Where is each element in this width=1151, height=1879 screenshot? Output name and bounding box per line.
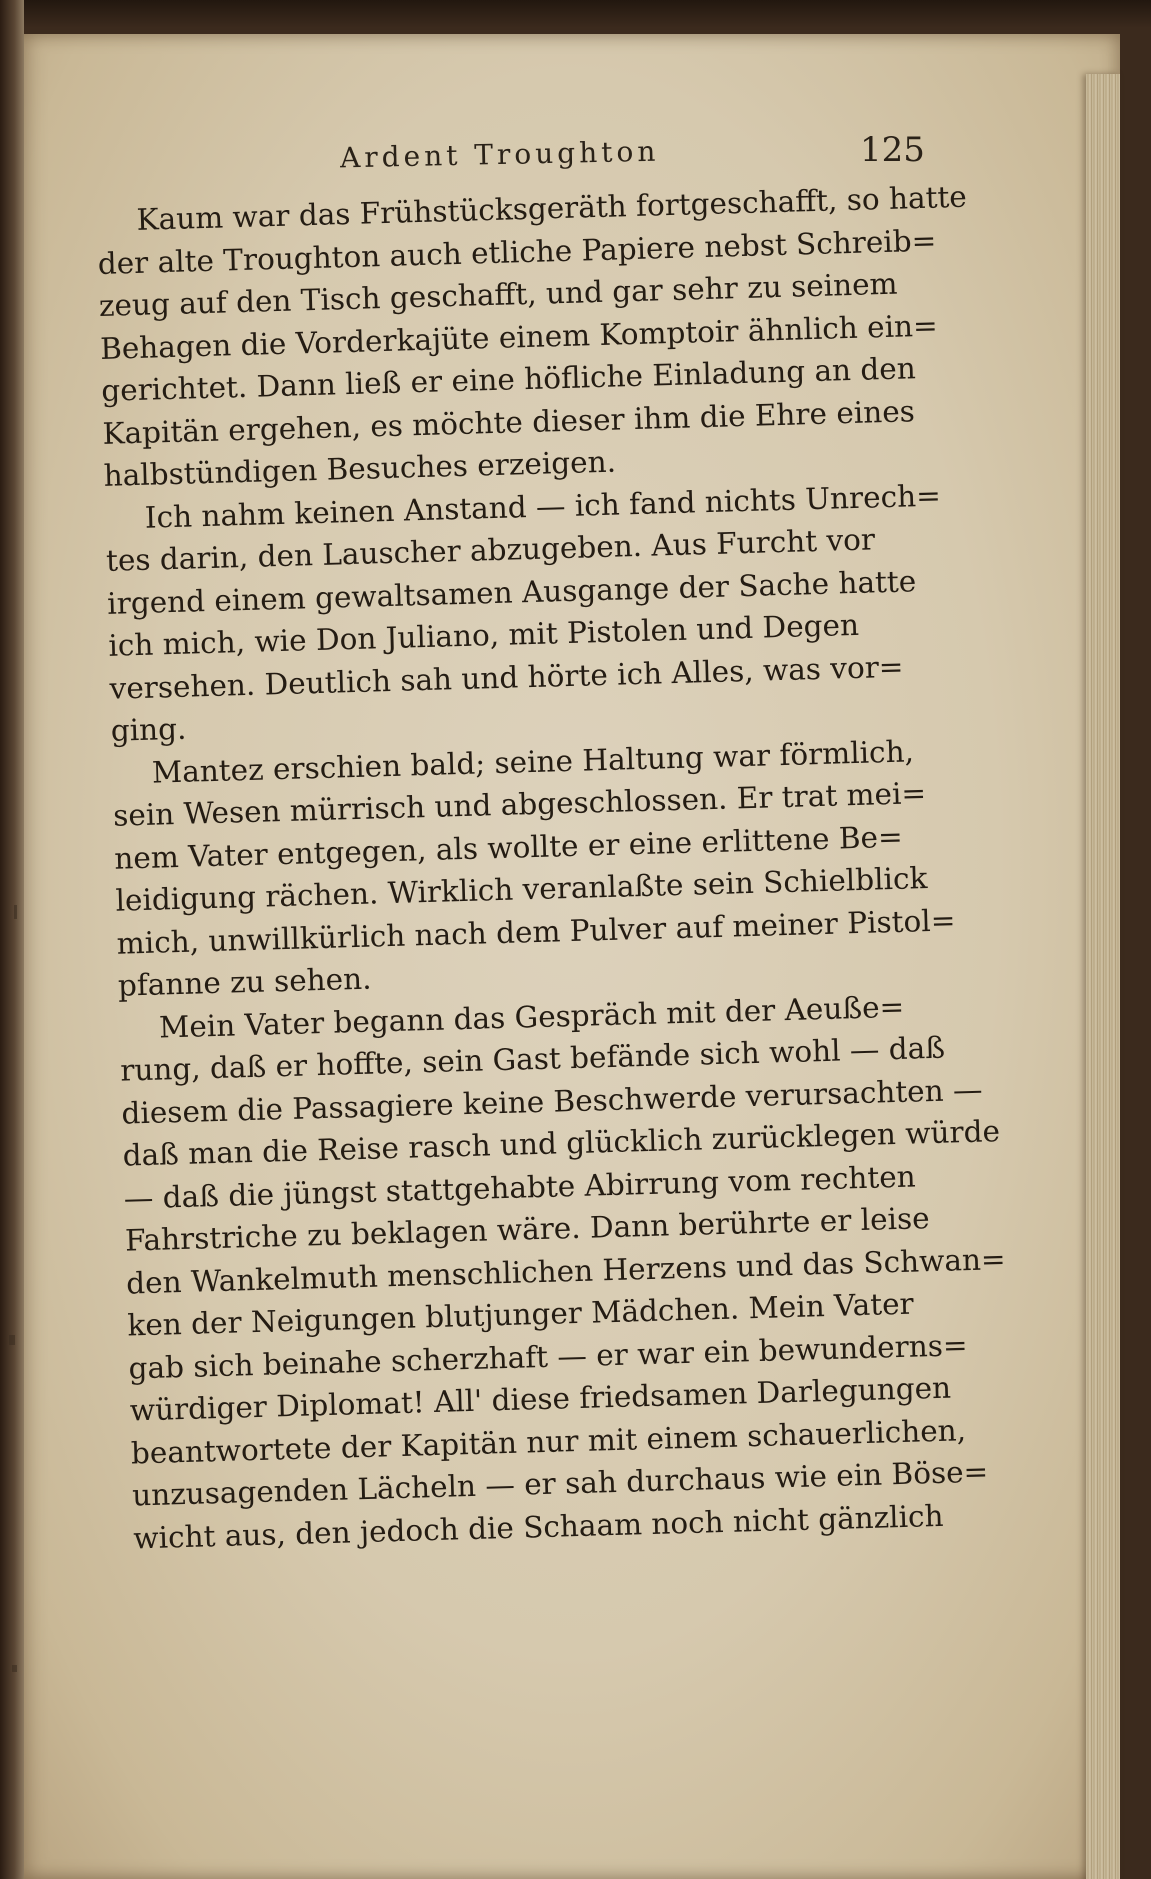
text-line: halbstündigen Besuches erzeigen. (103, 444, 617, 493)
text-line: Mantez erschien bald; seine Haltung war förmlich, (151, 733, 915, 790)
text-body (96, 176, 1007, 1559)
text-line: sein Wesen mürrisch und abgeschlossen. Er trat mei= (112, 776, 927, 833)
text-line: mich, unwillkürlich nach dem Pulver auf meiner Pistol= (116, 902, 956, 961)
text-line: wicht aus, den jedoch die Schaam noch nicht gänzlich (132, 1498, 944, 1555)
text-line: Mein Vater begann das Gespräch mit der Aeuße= (158, 989, 905, 1045)
text-line: ging. (110, 711, 187, 748)
text-line: den Wankelmuth menschlichen Herzens und das Schwan= (125, 1241, 1007, 1301)
text-line: ich mich, wie Don Juliano, mit Pistolen und Degen (107, 607, 860, 663)
page-number: 125 (860, 130, 925, 170)
text-line: irgend einem gewaltsamen Ausgange der Sache hatte (106, 563, 917, 621)
text-line: versehen. Deutlich sah und hörte ich Alles, was vor= (109, 649, 904, 706)
text-line: diesem die Passagiere keine Beschwerde verursachten — (121, 1072, 983, 1131)
text-line: ken der Neigungen blutjunger Mädchen. Mein Vater (126, 1286, 915, 1343)
text-line: leidigung rächen. Wirklich veranlaßte sein Schielblick (115, 861, 928, 918)
running-head: Ardent Troughton (339, 134, 660, 175)
text-line: Ich nahm keinen Anstand — ich fand nichts Unrech= (144, 478, 942, 535)
paragraph-4 (119, 984, 1007, 1560)
text-line: gerichtet. Dann ließ er eine höfliche Einladung an den (100, 351, 917, 408)
text-line: Kapitän ergehen, es möchte dieser ihm die Ehre eines (102, 393, 916, 451)
text-line: daß man die Reise rasch und glücklich zurücklegen würde (122, 1114, 1001, 1173)
text-line: gab sich beinahe scherzhaft — er war ein bewunderns= (128, 1327, 968, 1386)
page-edge-stack (1086, 74, 1120, 1879)
text-line: beantwortete der Kapitän nur mit einem schauerlichen, (130, 1412, 967, 1471)
text-line: Behagen die Vorderkajüte einem Komptoir ähnlich ein= (99, 308, 939, 366)
paragraph-2 (104, 474, 956, 752)
binding-edge (0, 0, 24, 1879)
margin-speck (9, 1335, 15, 1345)
paragraph-1 (96, 176, 968, 497)
margin-speck (12, 1665, 17, 1672)
text-line: Fahrstriche zu beklagen wäre. Dann berührte er leise (124, 1201, 931, 1258)
text-line: der alte Troughton auch etliche Papiere nebst Schreib= (97, 223, 937, 281)
text-line: würdiger Diplomat! All' diese friedsamen Darlegungen (129, 1370, 952, 1428)
text-line: — daß die jüngst stattgehabte Abirrung vom rechten (123, 1159, 917, 1216)
text-line: zeug auf den Tisch geschafft, und gar sehr zu seinem (98, 266, 898, 323)
text-line: tes darin, den Lauscher abzugeben. Aus Furcht vor (105, 522, 876, 578)
text-line: rung, daß er hoffte, sein Gast befände sich wohl — daß (119, 1030, 946, 1088)
text-line: unzusagenden Lächeln — er sah durchaus wie ein Böse= (131, 1454, 989, 1513)
text-line: pfanne zu sehen. (117, 961, 372, 1003)
paragraph-3 (111, 729, 963, 1007)
text-line: Kaum war das Frühstücksgeräth fortgeschafft, so hatte (136, 179, 968, 237)
margin-speck (14, 905, 17, 919)
text-line: nem Vater entgegen, als wollte er eine erlittene Be= (113, 819, 904, 876)
